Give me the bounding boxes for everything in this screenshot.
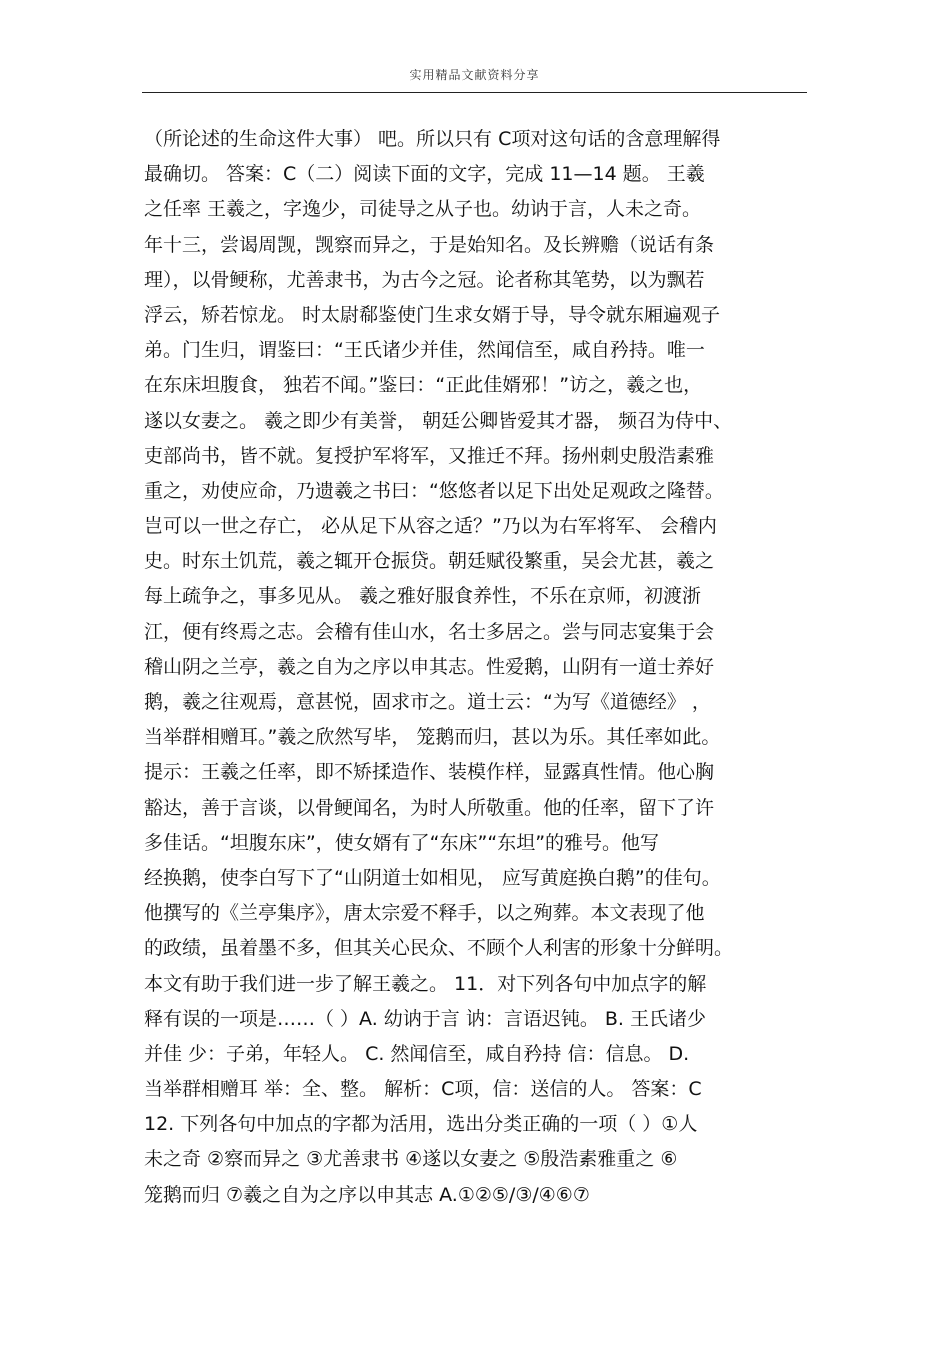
text-line: 稽山阴之兰亭，羲之自为之序以申其志。性爱鹅，山阴有一道士养好	[144, 655, 715, 678]
text-line: 释有误的一项是……（ ）A. 幼讷于言 讷：言语迟钝。 B. 王氏诸少	[144, 1007, 706, 1030]
text-line: 他撰写的《兰亭集序》，唐太宗爱不释手，以之殉葬。本文表现了他	[144, 902, 705, 925]
text-line: 之任率 王羲之，字逸少，司徒导之从子也。幼讷于言，人未之奇。	[144, 198, 702, 221]
text-line: 年十三，尝谒周觊，觊察而异之，于是始知名。及长辨赡（说话有条	[144, 233, 715, 256]
text-line: 最确切。 答案：C（二）阅读下面的文字，完成 11—14 题。 王羲	[144, 163, 705, 186]
text-line: 经换鹅，使李白写下了“山阴道士如相见， 应写黄庭换白鹅”的佳句。	[144, 866, 721, 889]
text-line: 浮云，矫若惊龙。 时太尉郗鉴使门生求女婿于导，导令就东厢遍观子	[144, 303, 721, 326]
text-line: 江，便有终焉之志。会稽有佳山水，名士多居之。尝与同志宴集于会	[144, 620, 715, 643]
text-line: 豁达，善于言谈，以骨鲠闻名，为时人所敬重。他的任率，留下了许	[144, 796, 715, 819]
text-line: 笼鹅而归 ⑦羲之自为之序以申其志 A.①②⑤/③/④⑥⑦	[144, 1183, 590, 1206]
text-line: 遂以女妻之。 羲之即少有美誉， 朝廷公卿皆爱其才器， 频召为侍中、	[144, 409, 733, 432]
text-line: 岂可以一世之存亡， 必从足下从容之适？”乃以为右军将军、 会稽内	[144, 515, 717, 538]
text-line: （所论述的生命这件大事） 吧。所以只有 C项对这句话的含意理解得	[144, 128, 721, 150]
text-line: 当举群相赠耳 举：全、整。 解析：C项，信：送信的人。 答案：C	[144, 1078, 702, 1101]
text-line: 并佳 少：子弟，年轻人。 C. 然闻信至，咸自矜持 信：信息。 D.	[144, 1042, 690, 1065]
text-line: 吏部尚书，皆不就。复授护军将军，又推迁不拜。扬州刺史殷浩素雅	[144, 444, 715, 467]
text-line: 鹅，羲之往观焉，意甚悦，固求市之。道士云：“为写《道德经》 ，	[144, 691, 711, 713]
text-line: 多佳话。“坦腹东床”，使女婿有了“东床”“东坦”的雅号。他写	[144, 831, 660, 854]
text-line: 本文有助于我们进一步了解王羲之。 11．对下列各句中加点字的解	[144, 972, 707, 995]
text-line: 弟。门生归，谓鉴曰：“王氏诸少并佳，然闻信至，咸自矜持。唯一	[144, 339, 705, 362]
text-line: 重之，劝使应命，乃遗羲之书曰：“悠悠者以足下出处足观政之隆替。	[144, 479, 724, 502]
text-line: 史。时东土饥荒，羲之辄开仓振贷。朝廷赋役繁重，吴会尤甚，羲之	[144, 550, 715, 573]
text-line: 在东床坦腹食， 独若不闻。”鉴曰：“正此佳婿邪！”访之，羲之也，	[144, 374, 703, 397]
header-title: 实用精品文献资料分享	[409, 68, 540, 82]
text-line: 12. 下列各句中加点的字都为活用，选出分类正确的一项（ ）①人	[144, 1113, 698, 1136]
text-line: 未之奇 ②察而异之 ③尤善隶书 ④遂以女妻之 ⑤殷浩素雅重之 ⑥	[144, 1148, 678, 1171]
page-header	[142, 62, 807, 93]
text-line: 当举群相赠耳。”羲之欣然写毕， 笼鹅而归，甚以为乐。其任率如此。	[144, 726, 721, 749]
document-body	[144, 122, 816, 1213]
text-line: 提示：王羲之任率，即不矫揉造作、装模作样，显露真性情。他心胸	[144, 761, 715, 784]
text-line: 理），以骨鲠称，尤善隶书，为古今之冠。论者称其笔势，以为飘若	[144, 268, 705, 291]
text-line: 每上疏争之，事多见从。 羲之雅好服食养性，不乐在京师，初渡浙	[144, 585, 702, 608]
text-line: 的政绩，虽着墨不多，但其关心民众、不顾个人利害的形象十分鲜明。	[144, 937, 734, 960]
